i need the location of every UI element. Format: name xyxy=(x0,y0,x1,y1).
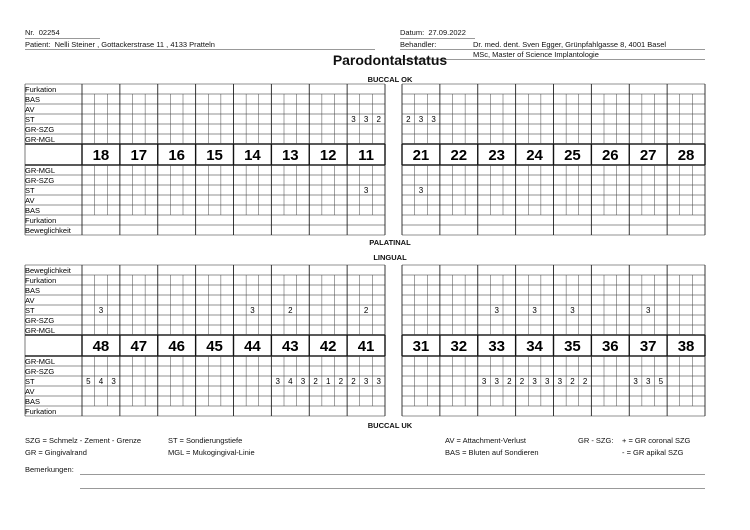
lower-st-value: 3 xyxy=(544,377,550,386)
lower-tooth-number: 34 xyxy=(526,338,543,355)
lower-row-label: Furkation xyxy=(25,407,57,416)
upper-tooth-number: 23 xyxy=(488,147,506,164)
upper-st-value: 3 xyxy=(431,115,436,124)
upper-row-label: Furkation xyxy=(25,85,57,94)
lower-tooth-number: 33 xyxy=(488,338,506,355)
lower-st-value: 2 xyxy=(288,306,293,315)
page-title: Parodontalstatus xyxy=(332,52,448,68)
lower-tooth-number: 47 xyxy=(130,338,148,355)
lower-st-value: 3 xyxy=(494,377,499,386)
upper-tooth-number: 12 xyxy=(319,147,337,164)
lower-row-label: BAS xyxy=(25,397,41,406)
lower-st-value: 3 xyxy=(645,306,651,315)
legend-mgl: MGL = Mukogingival-Linie xyxy=(168,448,255,457)
upper-row-label: AV xyxy=(25,196,35,205)
upper-row-label: Beweglichkeit xyxy=(25,226,71,235)
upper-tooth-number: 11 xyxy=(358,147,374,164)
behandler-line1: Dr. med. dent. Sven Egger, Grünpfahlgasse 8, 4001 Basel xyxy=(473,40,667,49)
lower-st-value: 2 xyxy=(338,377,344,386)
lower-tooth-number: 32 xyxy=(450,338,468,355)
upper-row-label: GR-MGL xyxy=(25,135,55,144)
lower-st-value: 3 xyxy=(633,377,638,386)
legend-gr: GR = Gingivalrand xyxy=(25,448,87,457)
lower-tooth-number: 45 xyxy=(206,338,223,355)
upper-row-label: Furkation xyxy=(25,216,57,225)
upper-tooth-number: 17 xyxy=(130,147,148,164)
upper-tooth-number: 28 xyxy=(677,147,695,164)
upper-tooth-number: 25 xyxy=(564,147,581,164)
upper-tooth-number: 14 xyxy=(244,147,261,164)
lower-tooth-number: 41 xyxy=(357,338,375,355)
legend-minus: - = GR apikal SZG xyxy=(622,448,684,457)
lower-row-label: Beweglichkeit xyxy=(25,266,71,275)
lower-st-value: 3 xyxy=(376,377,381,386)
upper-st-value: 3 xyxy=(363,186,369,195)
lower-row-label: Furkation xyxy=(25,276,57,285)
lower-row-label: AV xyxy=(25,296,35,305)
legend-av: AV = Attachment-Verlust xyxy=(445,436,526,445)
lower-row-label: GR-MGL xyxy=(25,357,55,366)
lower-st-value: 5 xyxy=(86,377,91,386)
remarks-label: Bemerkungen: xyxy=(25,465,74,474)
datum-value: 27.09.2022 xyxy=(428,28,466,37)
lower-st-value: 2 xyxy=(570,377,575,386)
legend-plus: + = GR coronal SZG xyxy=(622,436,691,445)
lower-st-value: 3 xyxy=(300,377,306,386)
lower-row-label: ST xyxy=(25,377,35,386)
lower-st-value: 2 xyxy=(582,377,588,386)
lower-tooth-number: 36 xyxy=(601,338,619,355)
lower-st-value: 2 xyxy=(507,377,512,386)
lower-tooth-number: 43 xyxy=(281,338,299,355)
lower-st-value: 4 xyxy=(288,377,293,386)
lower-st-value: 5 xyxy=(658,377,664,386)
upper-tooth-number: 15 xyxy=(206,147,223,164)
section-buccal-ok: BUCCAL OK xyxy=(367,75,413,84)
upper-st-value: 2 xyxy=(406,115,411,124)
datum-label: Datum: 27.09.2022 xyxy=(400,28,466,37)
lower-st-value: 3 xyxy=(570,306,575,315)
lower-tooth-number: 48 xyxy=(92,338,110,355)
upper-row-label: BAS xyxy=(25,95,41,104)
upper-row-label: GR-SZG xyxy=(25,176,55,185)
behandler-label: Behandler: xyxy=(400,40,437,49)
section-palatinal: PALATINAL xyxy=(369,238,411,247)
legend-bas: BAS = Bluten auf Sondieren xyxy=(445,448,539,457)
lower-st-value: 4 xyxy=(98,377,104,386)
upper-tooth-number: 13 xyxy=(281,147,299,164)
lower-st-value: 3 xyxy=(111,377,116,386)
section-lingual: LINGUAL xyxy=(373,253,407,262)
upper-row-label: ST xyxy=(25,186,35,195)
upper-st-value: 2 xyxy=(376,115,381,124)
upper-row-label: BAS xyxy=(25,206,41,215)
lower-tooth-number: 35 xyxy=(564,338,581,355)
lower-st-value: 3 xyxy=(98,306,104,315)
nr-value: 02254 xyxy=(38,28,60,37)
lower-st-value: 2 xyxy=(519,377,525,386)
behandler-line2: MSc, Master of Science Implantologie xyxy=(473,50,599,59)
upper-row-label: GR-MGL xyxy=(25,166,55,175)
upper-tooth-number: 27 xyxy=(639,147,657,164)
lower-row-label: GR-SZG xyxy=(25,316,55,325)
upper-row-label: ST xyxy=(25,115,35,124)
lower-st-value: 3 xyxy=(557,377,563,386)
lower-st-value: 2 xyxy=(313,377,318,386)
lower-tooth-number: 31 xyxy=(412,338,430,355)
lower-st-value: 3 xyxy=(532,306,537,315)
patient-label: Patient: Nelli Steiner , Gottackerstrase 11 , 4133 Pratteln xyxy=(25,40,215,49)
lower-st-value: 3 xyxy=(363,377,369,386)
upper-tooth-number: 24 xyxy=(526,147,543,164)
lower-st-value: 2 xyxy=(351,377,356,386)
lower-tooth-number: 42 xyxy=(319,338,337,355)
upper-st-value: 3 xyxy=(363,115,369,124)
lower-st-value: 3 xyxy=(275,377,280,386)
legend-st: ST = Sondierungstiefe xyxy=(168,436,243,445)
upper-row-label: GR-SZG xyxy=(25,125,55,134)
lower-st-value: 1 xyxy=(325,377,331,386)
patient-value: Nelli Steiner , Gottackerstrase 11 , 4133 Pratteln xyxy=(54,40,215,49)
lower-row-label: GR-MGL xyxy=(25,326,55,335)
legend-szg: SZG = Schmelz - Zement - Grenze xyxy=(25,436,142,445)
lower-st-value: 2 xyxy=(363,306,369,315)
upper-tooth-number: 18 xyxy=(92,147,110,164)
upper-row-label: AV xyxy=(25,105,35,114)
lower-row-label: ST xyxy=(25,306,35,315)
legend-grszg: GR - SZG: xyxy=(578,436,614,445)
upper-tooth-number: 16 xyxy=(168,147,186,164)
lower-tooth-number: 44 xyxy=(244,338,261,355)
upper-tooth-number: 22 xyxy=(450,147,468,164)
upper-st-value: 3 xyxy=(351,115,356,124)
lower-tooth-number: 37 xyxy=(639,338,657,355)
lower-tooth-number: 38 xyxy=(677,338,695,355)
lower-row-label: BAS xyxy=(25,286,41,295)
nr-label: Nr. 02254 xyxy=(25,28,60,37)
upper-tooth-number: 21 xyxy=(412,147,430,164)
upper-st-value: 3 xyxy=(418,186,424,195)
lower-row-label: AV xyxy=(25,387,35,396)
lower-row-label: GR-SZG xyxy=(25,367,55,376)
lower-st-value: 3 xyxy=(494,306,499,315)
lower-st-value: 3 xyxy=(645,377,651,386)
section-buccal-uk: BUCCAL UK xyxy=(367,421,413,430)
lower-tooth-number: 46 xyxy=(168,338,186,355)
lower-st-value: 3 xyxy=(481,377,487,386)
upper-tooth-number: 26 xyxy=(601,147,619,164)
upper-st-value: 3 xyxy=(418,115,424,124)
lower-st-value: 3 xyxy=(250,306,255,315)
lower-st-value: 3 xyxy=(532,377,537,386)
